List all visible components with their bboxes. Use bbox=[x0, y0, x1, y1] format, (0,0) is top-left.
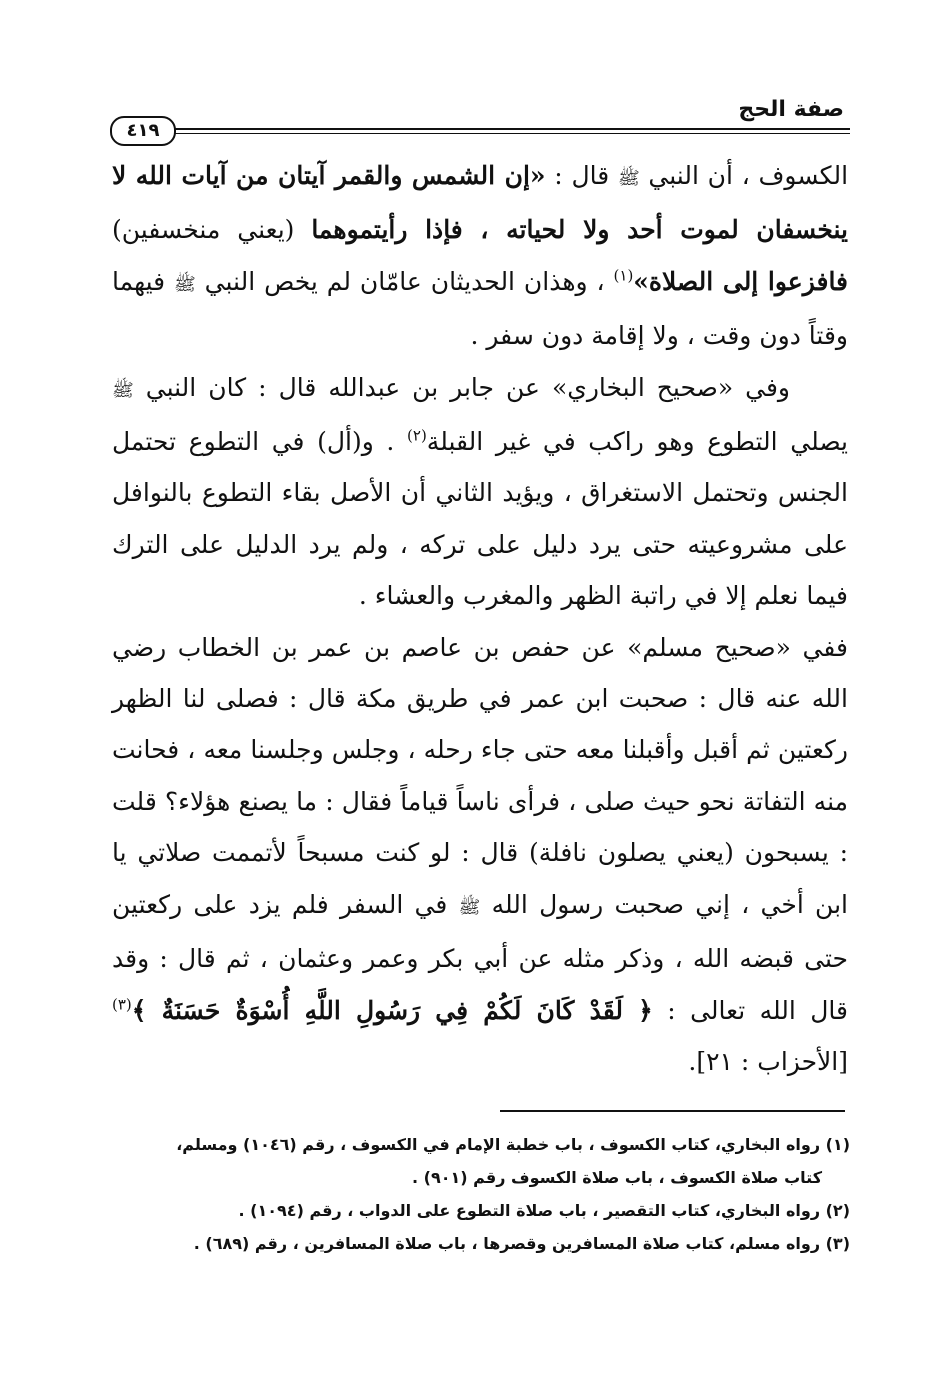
text: في السفر فلم يزد على ركعتين حتى قبضه الله ، وذكر مثله عن أبي بكر وعمر وعثمان ، ثم قال : وقد قال الله تعالى : bbox=[112, 889, 848, 1025]
footnote-number: (١) bbox=[825, 1135, 850, 1154]
salla-symbol: ﷺ bbox=[174, 273, 196, 295]
footnote-2 bbox=[112, 1194, 850, 1227]
footnote-1 bbox=[112, 1128, 850, 1161]
salla-symbol: ﷺ bbox=[112, 379, 134, 401]
text: فيهما وقتاً دون وقت ، ولا إقامة دون سفر . bbox=[112, 266, 848, 351]
text: . و(أل) في التطوع تحتمل الجنس وتحتمل الاستغراق ، ويؤيد الثاني أن الأصل بقاء التطوع بالنوافل على مشروعيته حتى يرد دليل على تركه ، ولم يرد الدليل على الترك فيما نعلم إلا في راتبة الظهر والمغرب والعشاء . bbox=[112, 427, 848, 611]
text: (يعني منخسفين) bbox=[112, 215, 312, 245]
page-header bbox=[110, 96, 850, 141]
paragraph-2 bbox=[112, 362, 848, 622]
main-text bbox=[112, 150, 848, 1087]
text: يصلي التطوع وهو راكب في غير القبلة bbox=[426, 427, 848, 457]
text: [الأحزاب : ٢١]. bbox=[688, 1046, 848, 1076]
footnote-number: (٢) bbox=[825, 1201, 850, 1220]
text: ففي «صحيح مسلم» عن حفص بن عاصم بن عمر بن الخطاب رضي الله عنه قال : صحبت ابن عمر في طريق مكة قال : فصلى لنا الظهر ركعتين ثم أقبل وأقبلنا معه حتى جاء رحله ، وجلس وجلسنا معه ، فحانت منه التفاتة نحو حيث صلى ، فرأى ناساً قياماً فقال : ما يصنع هؤلاء؟ قلت : يسبحون (يعني يصلون نافلة) قال : لو كنت مسبحاً لأتممت صلاتي يا ابن أخي ، إني صحبت رسول الله bbox=[112, 632, 848, 919]
text: الكسوف ، أن النبي bbox=[639, 161, 849, 190]
footnote-ref-3[interactable]: (٣) bbox=[112, 995, 132, 1014]
footnote-text: رواه البخاري، كتاب التقصير ، باب صلاة التطوع على الدواب ، رقم (١٠٩٤) . bbox=[238, 1201, 821, 1220]
footnote-separator bbox=[500, 1110, 845, 1112]
footnote-ref-1[interactable]: (١) bbox=[613, 266, 634, 285]
salla-symbol: ﷺ bbox=[458, 896, 481, 918]
footnote-text: رواه مسلم، كتاب صلاة المسافرين وقصرها ، باب صلاة المسافرين ، رقم (٦٨٩) . bbox=[193, 1234, 821, 1253]
hadith-quote: «إن الشمس والقمر آيتان من آيات الله لا ينخسفان لموت أحد ولا لحياته ، فإذا رأيتموهما bbox=[112, 161, 848, 245]
paragraph-1 bbox=[112, 150, 848, 362]
footnote-3 bbox=[112, 1227, 850, 1260]
footnote-1-continued bbox=[112, 1161, 850, 1194]
text: ، وهذان الحديثان عامّان لم يخص النبي bbox=[195, 266, 614, 296]
salla-symbol: ﷺ bbox=[617, 168, 640, 189]
footnote-text: كتاب صلاة الكسوف ، باب صلاة الكسوف رقم (٩٠١) . bbox=[412, 1168, 822, 1187]
header-rule bbox=[164, 128, 850, 134]
footnotes bbox=[112, 1128, 850, 1260]
running-title: صفة الحج bbox=[738, 97, 844, 122]
footnote-ref-2[interactable]: (٢) bbox=[407, 426, 427, 445]
footnote-text: رواه البخاري، كتاب الكسوف ، باب خطبة الإمام في الكسوف ، رقم (١٠٤٦) ومسلم، bbox=[176, 1135, 821, 1154]
quran-verse: ﴿ لَقَدْ كَانَ لَكُمْ فِي رَسُولِ اللَّهِ أُسْوَةٌ حَسَنَةٌ ﴾ bbox=[131, 995, 653, 1025]
hadith-quote: فافزعوا إلى الصلاة» bbox=[633, 266, 849, 296]
footnote-number: (٣) bbox=[825, 1234, 850, 1253]
page-number: ٤١٩ bbox=[110, 116, 176, 146]
text: وفي «صحيح البخاري» عن جابر بن عبدالله قال : كان النبي bbox=[133, 372, 790, 402]
text: قال : bbox=[545, 161, 618, 190]
paragraph-3 bbox=[112, 622, 848, 1088]
